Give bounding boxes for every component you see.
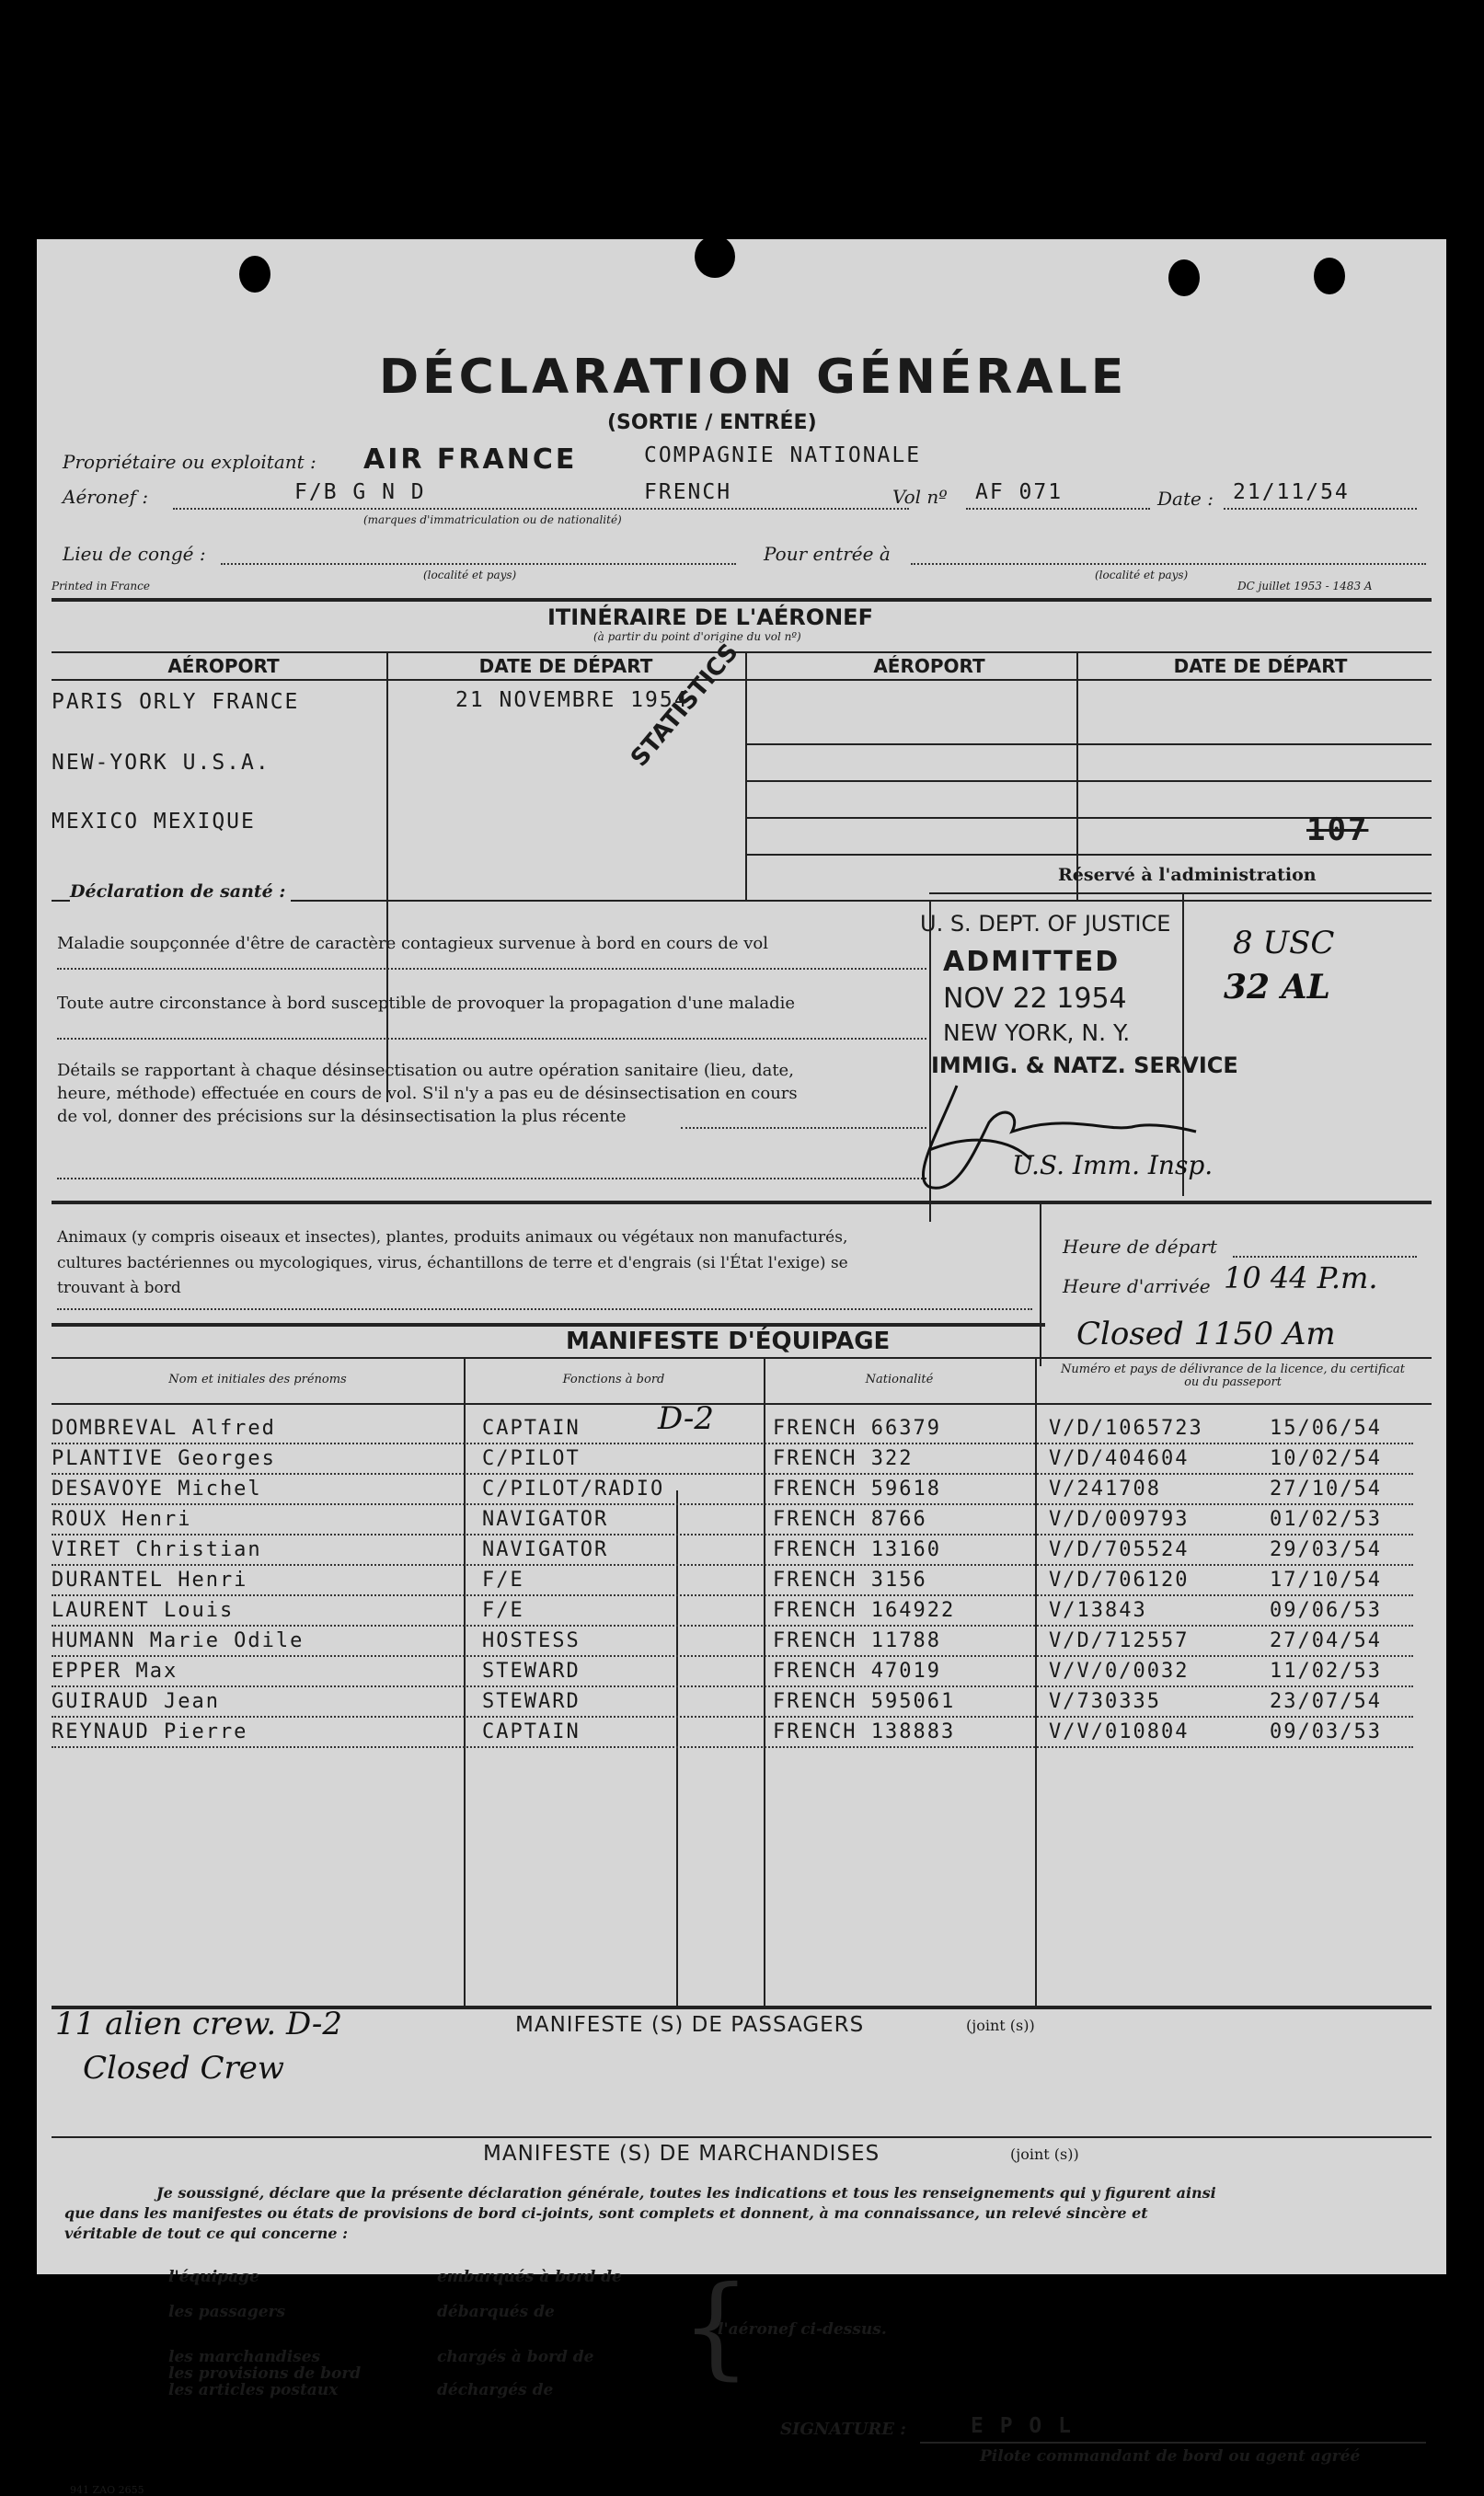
crew-license-date: 01/02/53 <box>1270 1508 1382 1531</box>
declaration-unloaded: déchargés de <box>437 2381 554 2399</box>
crew-name: VIRET Christian <box>52 1538 262 1561</box>
form-code: DC juillet 1953 - 1483 A <box>1237 580 1373 592</box>
crew-nationality: FRENCH 138883 <box>773 1720 956 1743</box>
declaration-text-1: Je soussigné, déclare que la présente déclaration générale, toutes les indications et tous les renseignements qui y figurent ainsi <box>156 2184 1216 2202</box>
itinerary-number: 107 <box>1306 811 1369 848</box>
row-rule <box>52 1564 1413 1566</box>
animals-line-1: Animaux (y compris oiseaux et insectes), plantes, produits animaux ou végétaux non manufacturés, <box>57 1228 848 1247</box>
admission-stamp-line-2: ADMITTED <box>943 946 1121 978</box>
crew-license-date: 09/03/53 <box>1270 1720 1382 1743</box>
crew-header-license: Numéro et pays de délivrance de la licence, du certificat ou du passeport <box>1061 1363 1405 1389</box>
crew-license-date: 27/04/54 <box>1270 1629 1382 1652</box>
crew-function: CAPTAIN <box>482 1417 581 1440</box>
crew-nationality: FRENCH 3156 <box>773 1569 927 1592</box>
crew-license-date: 11/02/53 <box>1270 1660 1382 1683</box>
health-line-3b: heure, méthode) effectuée en cours de vol. S'il n'y a pas eu de désinsectisation en cours <box>57 1084 798 1103</box>
row-rule <box>52 1716 1413 1718</box>
crew-header-function: Fonctions à bord <box>562 1373 665 1386</box>
form-paper <box>37 239 1446 2496</box>
flight-value: AF 071 <box>975 480 1064 504</box>
itinerary-note: (à partir du point d'origine du vol nº) <box>593 630 801 643</box>
crew-name: PLANTIVE Georges <box>52 1447 276 1470</box>
aircraft-registration: F/B G N D <box>294 480 426 504</box>
signature-value: E P O L <box>971 2414 1073 2438</box>
row-rule <box>52 1443 1413 1444</box>
itinerary-airport-1: PARIS ORLY FRANCE <box>52 690 300 714</box>
admission-stamp-line-3: NOV 22 1954 <box>943 983 1127 1015</box>
crew-name: DURANTEL Henri <box>52 1569 248 1592</box>
signature-note: Pilote commandant de bord ou agent agréé <box>980 2447 1361 2466</box>
crew-license-date: 15/06/54 <box>1270 1417 1382 1440</box>
cargo-title: MANIFESTE (S) DE MARCHANDISES <box>483 2142 880 2166</box>
flight-label: Vol nº <box>892 486 948 508</box>
admission-stamp-line-1: U. S. DEPT. OF JUSTICE <box>920 911 1171 937</box>
crew-license: V/D/705524 <box>1049 1538 1190 1561</box>
declaration-text-2: que dans les manifestes ou états de provisions de bord ci-joints, sont complets et donnent, à ma connaissance, un relevé sincère et <box>64 2204 1148 2222</box>
crew-license-date: 09/06/53 <box>1270 1599 1382 1622</box>
crew-nationality: FRENCH 47019 <box>773 1660 941 1683</box>
itinerary-date-1: 21 NOVEMBRE 1954 <box>455 688 689 712</box>
departure-time-label: Heure de départ <box>1063 1236 1217 1258</box>
admission-stamp-line-4: NEW YORK, N. Y. <box>943 1019 1131 1046</box>
crew-function: C/PILOT <box>482 1447 581 1470</box>
crew-function: HOSTESS <box>482 1629 581 1652</box>
itinerary-airport-3: MEXICO MEXIQUE <box>52 810 256 834</box>
animals-line-3: trouvant à bord <box>57 1279 181 1297</box>
arrival-time-value: 10 44 P.m. <box>1224 1260 1378 1295</box>
crew-license-date: 23/07/54 <box>1270 1690 1382 1713</box>
owner-label: Propriétaire ou exploitant : <box>63 451 316 473</box>
crew-function: F/E <box>482 1569 524 1592</box>
page-title: DÉCLARATION GÉNÉRALE <box>379 350 1128 405</box>
punch-hole <box>1314 258 1345 294</box>
crew-nationality: FRENCH 8766 <box>773 1508 927 1531</box>
crew-function: NAVIGATOR <box>482 1538 609 1561</box>
crew-name: REYNAUD Pierre <box>52 1720 248 1743</box>
crew-function: C/PILOT/RADIO <box>482 1478 665 1501</box>
crew-handwriting-d2: D-2 <box>658 1400 715 1437</box>
registration-note: (marques d'immatriculation ou de nationalité) <box>363 513 622 526</box>
health-title: Déclaration de santé : <box>70 881 291 902</box>
declaration-disembarked: débarqués de <box>437 2303 555 2321</box>
closed-handwriting: Closed 1150 Am <box>1076 1316 1336 1352</box>
printed-label: Printed in France <box>52 580 150 592</box>
page-subtitle: (SORTIE / ENTRÉE) <box>607 411 817 434</box>
declaration-provisions: les provisions de bord <box>168 2364 362 2383</box>
crew-manifest-title: MANIFESTE D'ÉQUIPAGE <box>566 1328 891 1355</box>
crew-nationality: FRENCH 322 <box>773 1447 914 1470</box>
crew-license-date: 27/10/54 <box>1270 1478 1382 1501</box>
date-value: 21/11/54 <box>1233 480 1350 504</box>
row-rule <box>52 1625 1413 1627</box>
crew-name: EPPER Max <box>52 1660 178 1683</box>
crew-name: HUMANN Marie Odile <box>52 1629 305 1652</box>
health-line-3c: de vol, donner des précisions sur la désinsectisation la plus récente <box>57 1107 627 1126</box>
departure-label: Lieu de congé : <box>63 543 206 565</box>
declaration-aircraft: l'aéronef ci-dessus. <box>718 2320 887 2339</box>
owner-value-2: COMPAGNIE NATIONALE <box>644 443 922 467</box>
arrival-time-label: Heure d'arrivée <box>1063 1275 1211 1297</box>
itinerary-airport-2: NEW-YORK U.S.A. <box>52 751 270 775</box>
row-rule <box>52 1503 1413 1505</box>
crew-header-nationality: Nationalité <box>865 1373 934 1386</box>
crew-license-date: 17/10/54 <box>1270 1569 1382 1592</box>
itinerary-title: ITINÉRAIRE DE L'AÉRONEF <box>547 604 873 630</box>
crew-nationality: FRENCH 11788 <box>773 1629 941 1652</box>
crew-header-name: Nom et initiales des prénoms <box>168 1373 347 1386</box>
passengers-joint: (joint (s)) <box>966 2017 1035 2034</box>
declaration-postal: les articles postaux <box>168 2381 339 2399</box>
punch-hole <box>1168 259 1200 296</box>
health-line-3a: Détails se rapportant à chaque désinsectisation ou autre opération sanitaire (lieu, date, <box>57 1061 794 1080</box>
crew-nationality: FRENCH 66379 <box>773 1417 941 1440</box>
declaration-crew: l'équipage <box>168 2268 259 2286</box>
crew-license: V/V/0/0032 <box>1049 1660 1190 1683</box>
crew-license: V/D/009793 <box>1049 1508 1190 1531</box>
crew-function: STEWARD <box>482 1690 581 1713</box>
row-rule <box>52 1594 1413 1596</box>
row-rule <box>52 1473 1413 1475</box>
crew-license: V/D/1065723 <box>1049 1417 1203 1440</box>
signature-label: SIGNATURE : <box>780 2420 906 2439</box>
declaration-embarked: embarqués à bord de <box>437 2268 622 2286</box>
crew-license: V/D/404604 <box>1049 1447 1190 1470</box>
crew-name: ROUX Henri <box>52 1508 192 1531</box>
place-note: (localité et pays) <box>423 569 517 581</box>
punch-hole <box>695 236 735 278</box>
owner-value: AIR FRANCE <box>363 443 578 476</box>
animals-line-2: cultures bactériennes ou mycologiques, virus, échantillons de terre et d'engrais (si l'État l'exige) se <box>57 1254 848 1272</box>
declaration-loaded: chargés à bord de <box>437 2348 594 2366</box>
date-label: Date : <box>1157 488 1214 510</box>
crew-name: DOMBREVAL Alfred <box>52 1417 276 1440</box>
crew-function: STEWARD <box>482 1660 581 1683</box>
declaration-passengers: les passagers <box>168 2303 286 2321</box>
itinerary-header-date-1: DATE DE DÉPART <box>478 655 653 677</box>
crew-license: V/D/712557 <box>1049 1629 1190 1652</box>
crew-license-date: 29/03/54 <box>1270 1538 1382 1561</box>
crew-name: LAURENT Louis <box>52 1599 235 1622</box>
entry-label: Pour entrée à <box>764 543 891 565</box>
admin-handwriting-2: 32 AL <box>1224 968 1330 1006</box>
officer-signature <box>902 1076 1288 1205</box>
itinerary-header-date-2: DATE DE DÉPART <box>1173 655 1348 677</box>
crew-license: V/D/706120 <box>1049 1569 1190 1592</box>
itinerary-header-airport-2: AÉROPORT <box>873 655 985 677</box>
brace: { <box>681 2263 752 2391</box>
crew-function: NAVIGATOR <box>482 1508 609 1531</box>
crew-function: CAPTAIN <box>482 1720 581 1743</box>
crew-nationality: FRENCH 59618 <box>773 1478 941 1501</box>
crew-name: GUIRAUD Jean <box>52 1690 220 1713</box>
crew-function: F/E <box>482 1599 524 1622</box>
aircraft-label: Aéronef : <box>63 486 149 508</box>
admission-stamp-line-5: IMMIG. & NATZ. SERVICE <box>931 1052 1238 1078</box>
crew-license: V/241708 <box>1049 1478 1161 1501</box>
health-line-1: Maladie soupçonnée d'être de caractère contagieux survenue à bord en cours de vol <box>57 934 768 953</box>
declaration-cargo: les marchandises <box>168 2348 321 2366</box>
passenger-handwriting-2: Closed Crew <box>83 2050 284 2087</box>
crew-nationality: FRENCH 595061 <box>773 1690 956 1713</box>
crew-license: V/V/010804 <box>1049 1720 1190 1743</box>
health-line-2: Toute autre circonstance à bord susceptible de provoquer la propagation d'une maladie <box>57 994 796 1013</box>
footer-code: 941 ZAO 2655 <box>70 2484 144 2496</box>
aircraft-nationality: FRENCH <box>644 480 732 504</box>
row-rule <box>52 1655 1413 1657</box>
passenger-handwriting-1: 11 alien crew. D-2 <box>55 2006 343 2042</box>
row-rule <box>52 1534 1413 1536</box>
officer-signature-text: U.S. Imm. Insp. <box>1012 1150 1214 1180</box>
row-rule <box>52 1746 1413 1748</box>
crew-nationality: FRENCH 13160 <box>773 1538 941 1561</box>
crew-license-date: 10/02/54 <box>1270 1447 1382 1470</box>
crew-license: V/13843 <box>1049 1599 1147 1622</box>
row-rule <box>52 1685 1413 1687</box>
statistics-stamp: STATISTICS <box>626 638 744 773</box>
declaration-text-3: véritable de tout ce qui concerne : <box>64 2225 348 2242</box>
punch-hole <box>239 256 270 293</box>
admin-title: Réservé à l'administration <box>1058 865 1317 885</box>
itinerary-header-airport-1: AÉROPORT <box>167 655 280 677</box>
cargo-joint: (joint (s)) <box>1010 2145 1079 2163</box>
admin-handwriting-1: 8 USC <box>1233 925 1335 961</box>
passengers-title: MANIFESTE (S) DE PASSAGERS <box>515 2013 865 2037</box>
crew-name: DESAVOYE Michel <box>52 1478 262 1501</box>
crew-license: V/730335 <box>1049 1690 1161 1713</box>
crew-nationality: FRENCH 164922 <box>773 1599 956 1622</box>
place-note-2: (localité et pays) <box>1095 569 1189 581</box>
